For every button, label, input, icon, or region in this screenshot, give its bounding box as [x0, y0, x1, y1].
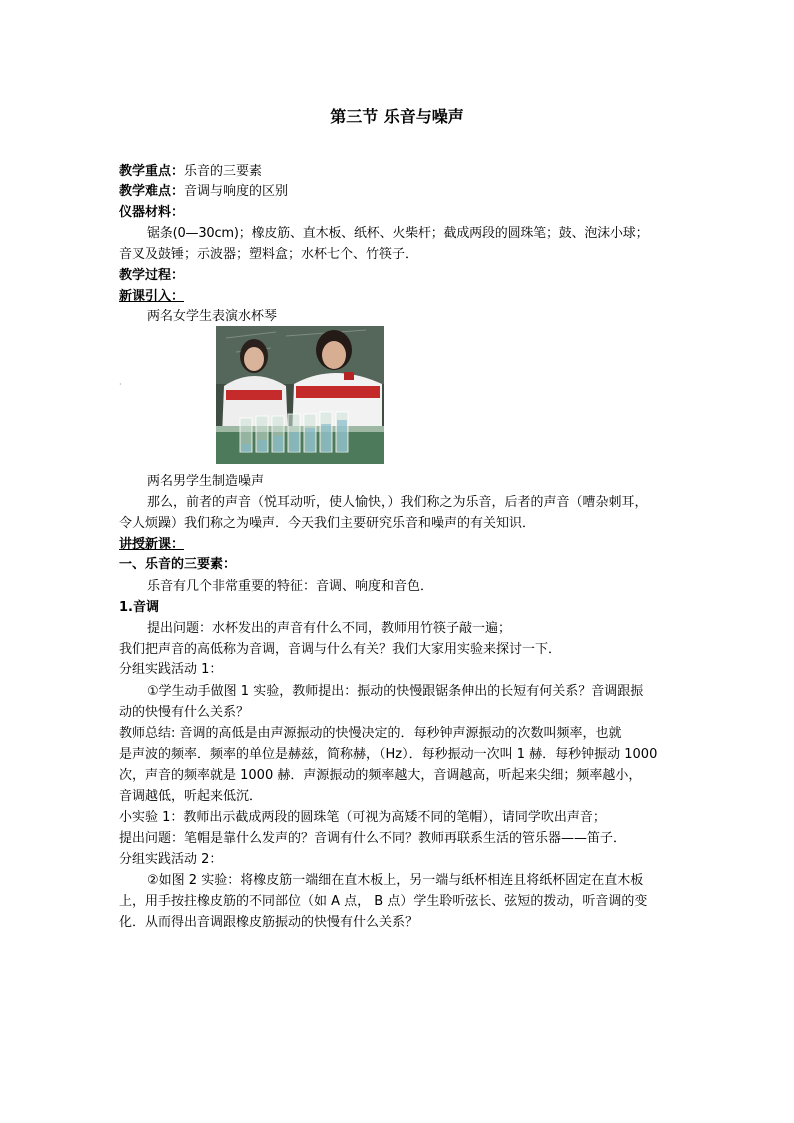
materials-label: 仪器材料： [119, 205, 185, 220]
activity-1b: 动的快慢有什么关系？ [119, 705, 250, 720]
question-1: 提出问题：水杯发出的声音有什么不同，教师用竹筷子敲一遍； [147, 621, 512, 636]
materials-text-1: 锯条(0—30cm)；橡皮筋、直木板、纸杯、火柴杆；截成两段的圆珠笔；鼓、泡沫小球； [147, 226, 649, 241]
difficulty-line [119, 182, 288, 202]
difficulty-text: 音调与响度的区别 [184, 184, 289, 199]
summary-b: 是声波的频率．频率的单位是赫兹，简称赫，（Hz）．每秒振动一次叫 1 赫．每秒钟振动 1000 [119, 747, 658, 762]
summary-a: 教师总结: 音调的高低是由声源振动的快慢决定的．每秒钟声源振动的次数叫频率，也就 [119, 726, 622, 741]
summary-c: 次，声音的频率就是 1000 赫．声源振动的频率越大，音调越高，听起来尖细；频率越小， [119, 768, 642, 783]
question-2: 提出问题：笔帽是靠什么发声的？音调有什么不同？教师再联系生活的管乐器——笛子． [119, 831, 627, 846]
process-label: 教学过程： [119, 268, 185, 283]
students-water-glass-image [216, 326, 384, 464]
intro-boys: 两名男学生制造噪声 [147, 474, 265, 489]
stray-dot: · [119, 380, 122, 389]
pitch-heading: 1.音调 [119, 600, 159, 615]
intro-girls: 两名女学生表演水杯琴 [147, 309, 278, 324]
lecture-label: 讲授新课： [119, 537, 185, 552]
intro-text-b: 令人烦躁）我们称之为噪声．今天我们主要研究乐音和噪声的有关知识． [119, 516, 536, 531]
section1-heading: 一、乐音的三要素： [119, 557, 237, 572]
section1-text: 乐音有几个非常重要的特征：音调、响度和音色． [147, 579, 434, 594]
activity-2c: 化．从而得出音调跟橡皮筋振动的快慢有什么关系？ [119, 915, 419, 930]
materials-text-2: 音叉及鼓锤；示波器；塑料盒；水杯七个、竹筷子． [119, 247, 419, 262]
intro-label: 新课引入： [119, 289, 185, 304]
activity-1a: ①学生动手做图 1 实验，教师提出：振动的快慢跟锯条伸出的长短有何关系？音调跟振 [147, 684, 644, 699]
classroom-photo [216, 326, 384, 464]
page-title: 第三节 乐音与噪声 [330, 107, 464, 126]
activity-2a: ②如图 2 实验：将橡皮筋一端细在直木板上，另一端与纸杯相连且将纸杯固定在直木板 [147, 873, 644, 888]
difficulty-label: 教学难点： [119, 184, 185, 199]
key-point-label: 教学重点： [119, 164, 185, 179]
intro-text-a: 那么，前者的声音（悦耳动听，使人愉快，）我们称之为乐音，后者的声音（嘈杂刺耳， [147, 495, 648, 510]
key-point-line [119, 162, 262, 182]
key-point-text: 乐音的三要素 [184, 164, 263, 179]
question-1b: 我们把声音的高低称为音调，音调与什么有关？我们大家用实验来探讨一下． [119, 642, 562, 657]
activity-1-label: 分组实践活动 1： [119, 662, 223, 677]
activity-2b: 上，用手按拄橡皮筋的不同部位（如 A 点， B 点）学生聆听弦长、弦短的拨动，听音调的变 [119, 894, 648, 909]
summary-d: 音调越低，听起来低沉． [119, 789, 263, 804]
mini-experiment: 小实验 1：教师出示截成两段的圆珠笔（可视为高矮不同的笔帽），请同学吹出声音； [119, 810, 606, 825]
activity-2-label: 分组实践活动 2： [119, 852, 223, 867]
